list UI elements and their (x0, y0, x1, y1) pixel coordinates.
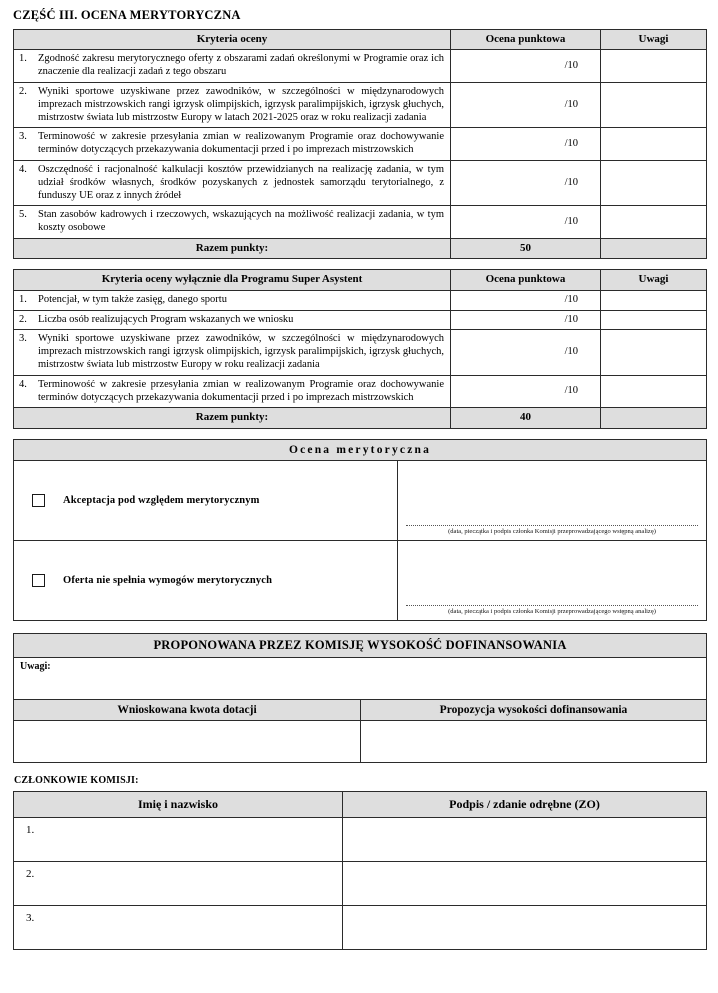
requested-amount-cell[interactable] (14, 720, 361, 762)
total-label: Razem punkty: (14, 238, 451, 258)
signature-cell-acceptance[interactable] (398, 460, 707, 540)
member-name-cell[interactable] (14, 817, 343, 861)
member-number: 1. (26, 823, 35, 836)
score-cell[interactable]: /10 (451, 128, 601, 161)
column-header-remarks: Uwagi (601, 270, 707, 290)
criteria-cell (14, 290, 451, 310)
total-value: 40 (451, 408, 601, 428)
remarks-cell[interactable] (601, 83, 707, 128)
criteria-cell (14, 206, 451, 239)
remarks-cell[interactable] (601, 375, 707, 408)
criteria-cell (14, 50, 451, 83)
checkbox-acceptance[interactable] (32, 494, 45, 507)
column-header-requested-amount: Wnioskowana kwota dotacji (14, 699, 361, 720)
table-row (14, 861, 707, 905)
criteria-text: Stan zasobów kadrowych i rzeczowych, wskazujących na możliwość realizacji zadania, w tym koszty osobowe (38, 209, 444, 234)
funding-notes-label: Uwagi: (20, 660, 51, 672)
merit-option-acceptance-cell (14, 460, 398, 540)
column-header-criteria: Kryteria oceny wyłącznie dla Programu Super Asystent (14, 270, 451, 290)
super-asystent-criteria-table (13, 269, 707, 428)
column-header-score: Ocena punktowa (451, 30, 601, 50)
funding-notes-cell[interactable] (14, 657, 707, 699)
column-header-criteria: Kryteria oceny (14, 30, 451, 50)
column-header-member-name: Imię i nazwisko (14, 791, 343, 817)
funding-notes-row (14, 657, 707, 699)
criteria-number: 5. (19, 209, 27, 221)
table-row (14, 817, 707, 861)
table-row (14, 310, 707, 330)
member-number: 3. (26, 911, 35, 924)
member-signature-cell[interactable] (343, 905, 707, 949)
merit-option-label: Akceptacja pod względem merytorycznym (63, 494, 260, 506)
checkbox-rejection[interactable] (32, 574, 45, 587)
remarks-cell[interactable] (601, 206, 707, 239)
signature-cell-rejection[interactable] (398, 540, 707, 620)
funding-proposal-table (13, 633, 707, 763)
criteria-cell (14, 160, 451, 205)
signature-dotted-line (406, 525, 698, 526)
column-header-proposed-amount: Propozycja wysokości dofinansowania (361, 699, 707, 720)
remarks-cell[interactable] (601, 50, 707, 83)
table-header-row (14, 270, 707, 290)
remarks-cell[interactable] (601, 290, 707, 310)
criteria-number: 3. (19, 333, 27, 345)
table-row (14, 83, 707, 128)
score-cell[interactable]: /10 (451, 50, 601, 83)
criteria-text: Wyniki sportowe uzyskiwane przez zawodników, w szczególności w międzynarodowych imprezach mistrzowskich rangi igrzysk olimpijskich, igrzysk paralimpijskich, igrzysk głuchych, mistrzostw świata lub mistrzostw Europy w roku realizacji zadania (38, 333, 444, 370)
merit-evaluation-header: Ocena merytoryczna (14, 439, 707, 460)
signature-dotted-line (406, 605, 698, 606)
score-cell[interactable]: /10 (451, 160, 601, 205)
total-value: 50 (451, 238, 601, 258)
criteria-text: Zgodność zakresu merytorycznego oferty z obszarami zadań określonymi w Programie oraz ich znaczenie dla realizacji zadań z tego obszaru (38, 53, 444, 78)
merit-option-label: Oferta nie spełnia wymogów merytorycznych (63, 574, 273, 586)
merit-evaluation-table (13, 439, 707, 621)
funding-header-row (14, 633, 707, 657)
score-cell[interactable]: /10 (451, 375, 601, 408)
column-header-member-signature: Podpis / zdanie odrębne (ZO) (343, 791, 707, 817)
member-number: 2. (26, 867, 35, 880)
member-signature-cell[interactable] (343, 861, 707, 905)
funding-subheader-row (14, 699, 707, 720)
criteria-cell (14, 310, 451, 330)
criteria-text: Terminowość w zakresie przesyłania zmian w realizowanym Programie oraz dochowywanie terminów dotyczących przekazywania dokumentacji przed i po imprezach mistrzowskich (38, 378, 444, 403)
member-name-cell[interactable] (14, 905, 343, 949)
score-cell[interactable]: /10 (451, 290, 601, 310)
funding-proposal-header: PROPONOWANA PRZEZ KOMISJĘ WYSOKOŚĆ DOFINANSOWANIA (14, 633, 707, 657)
criteria-number: 1. (19, 293, 27, 305)
score-cell[interactable]: /10 (451, 83, 601, 128)
table-row (14, 375, 707, 408)
total-remarks-cell (601, 408, 707, 428)
funding-values-row (14, 720, 707, 762)
merit-header-row (14, 439, 707, 460)
main-criteria-table (13, 29, 707, 259)
total-remarks-cell (601, 238, 707, 258)
total-row (14, 408, 707, 428)
table-row (14, 290, 707, 310)
members-header-row (14, 791, 707, 817)
commission-members-table (13, 791, 707, 950)
column-header-remarks: Uwagi (601, 30, 707, 50)
merit-option-row (14, 540, 707, 620)
remarks-cell[interactable] (601, 330, 707, 375)
criteria-cell (14, 83, 451, 128)
signature-caption: (data, pieczątka i podpis członka Komisji przeprowadzającego wstępną analizę) (448, 527, 656, 535)
commission-members-title: CZŁONKOWIE KOMISJI: (14, 774, 139, 786)
proposed-amount-cell[interactable] (361, 720, 707, 762)
score-cell[interactable]: /10 (451, 206, 601, 239)
criteria-number: 4. (19, 163, 27, 175)
criteria-number: 4. (19, 378, 27, 390)
criteria-text: Oszczędność i racjonalność kalkulacji kosztów przewidzianych na realizację zadania, w tym udział środków własnych, środków pozyskanych z jednostek samorządu terytorialnego, z funduszy UE oraz z innych źródeł (38, 163, 444, 201)
criteria-cell (14, 330, 451, 375)
criteria-text: Potencjał, w tym także zasięg, danego sportu (38, 293, 227, 305)
merit-option-row (14, 460, 707, 540)
table-row (14, 160, 707, 205)
criteria-number: 3. (19, 131, 27, 143)
table-row (14, 206, 707, 239)
criteria-text: Liczba osób realizujących Program wskazanych we wniosku (38, 313, 294, 325)
page-title: CZĘŚĆ III. OCENA MERYTORYCZNA (13, 8, 241, 22)
table-row (14, 128, 707, 161)
table-row (14, 330, 707, 375)
merit-option-rejection-cell (14, 540, 398, 620)
total-label: Razem punkty: (14, 408, 451, 428)
criteria-text: Terminowość w zakresie przesyłania zmian w realizowanym Programie oraz dochowywanie terminów dotyczących przekazywania dokumentacji przed i po imprezach mistrzowskich (38, 131, 444, 156)
column-header-score: Ocena punktowa (451, 270, 601, 290)
table-header-row (14, 30, 707, 50)
criteria-cell (14, 128, 451, 161)
table-row (14, 50, 707, 83)
remarks-cell[interactable] (601, 310, 707, 330)
total-row (14, 238, 707, 258)
remarks-cell[interactable] (601, 160, 707, 205)
table-row (14, 905, 707, 949)
criteria-text: Wyniki sportowe uzyskiwane przez zawodników, w szczególności w międzynarodowych imprezach mistrzowskich rangi igrzysk olimpijskich, igrzysk paralimpijskich, igrzysk głuchych, mistrzostw świata lub mistrzostw Europy w latach 2021-2025 oraz w roku realizacji zadania (38, 86, 444, 123)
remarks-cell[interactable] (601, 128, 707, 161)
signature-caption: (data, pieczątka i podpis członka Komisji przeprowadzającego wstępną analizę) (448, 607, 656, 615)
criteria-number: 2. (19, 313, 27, 325)
criteria-cell (14, 375, 451, 408)
member-name-cell[interactable] (14, 861, 343, 905)
criteria-number: 2. (19, 86, 27, 97)
member-signature-cell[interactable] (343, 817, 707, 861)
score-cell[interactable]: /10 (451, 310, 601, 330)
score-cell[interactable]: /10 (451, 330, 601, 375)
criteria-number: 1. (19, 53, 27, 65)
